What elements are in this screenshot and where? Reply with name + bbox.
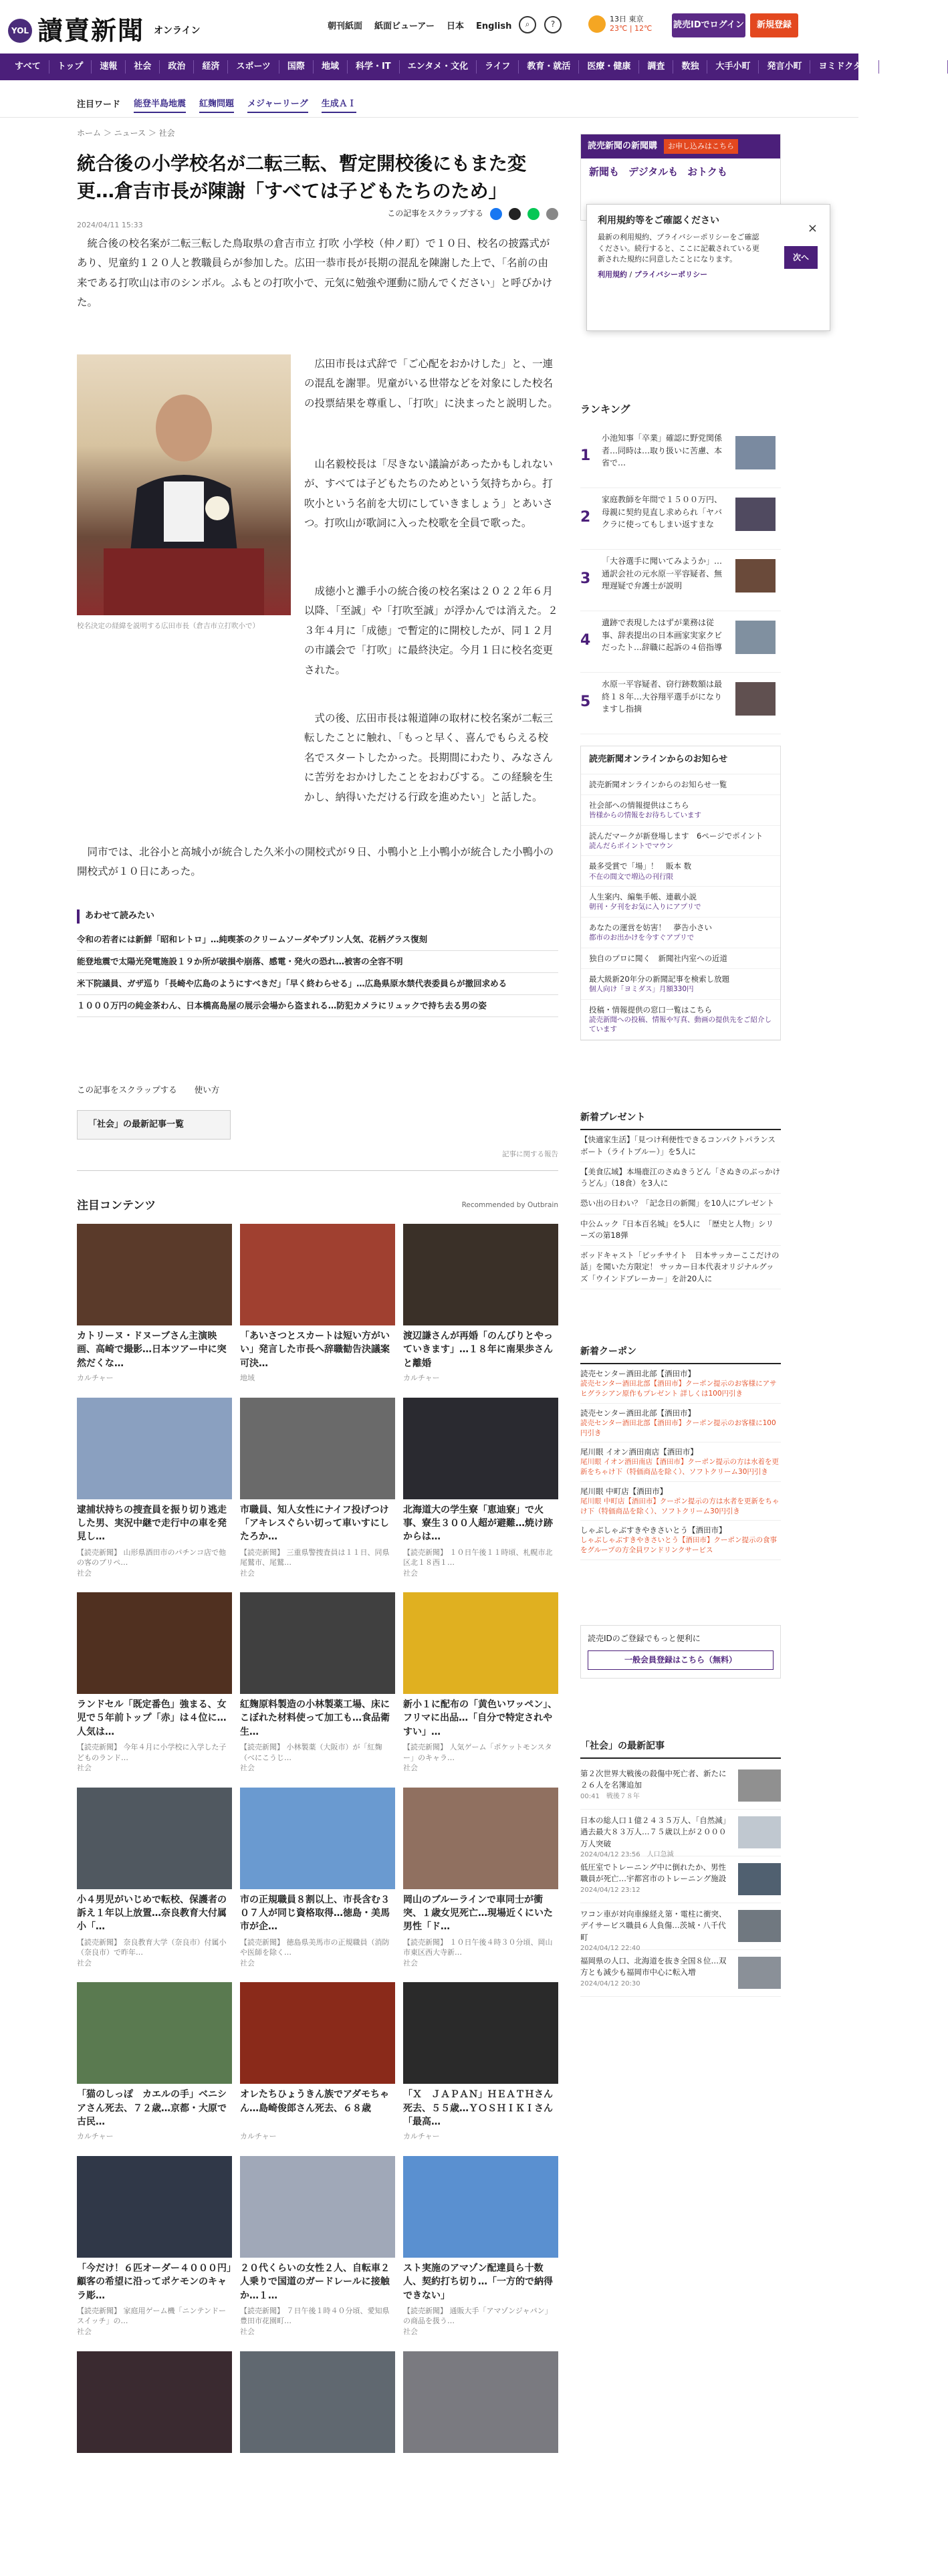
card-image[interactable] [77, 1224, 232, 1325]
card-title[interactable]: 紅麹原料製造の小林製薬工場、床にこぼれた材料使って加工も…食品衛生… [240, 1699, 390, 1737]
notice-sub[interactable]: 個人向け「ヨミダス」月額330円 [589, 984, 694, 993]
nav-item[interactable]: 経済 [194, 60, 228, 74]
card-title[interactable]: ２０代くらいの女性２人、自転車２人乗りで国道のガードレールに接触か…１… [240, 2262, 390, 2301]
latest-article[interactable] [580, 1812, 781, 1856]
latest-title[interactable]: 低圧室でトレーニング中に倒れたか、男性職員が死亡…宇都宮市のトレーニング施設 [580, 1862, 727, 1884]
notice-item[interactable] [581, 1000, 780, 1040]
card-category: 社会 [77, 1958, 92, 1967]
promo-tag: おトクも [687, 166, 727, 178]
topic-tag[interactable]: 生成ＡＩ [322, 98, 356, 113]
card-image[interactable] [403, 2351, 558, 2453]
ranking-title: 小池知事「卒業」確認に野党関係者…同時は…取り扱いに苦慮、本省で… [602, 433, 723, 468]
nav-item[interactable]: 国際 [279, 60, 314, 74]
card-image[interactable] [240, 1224, 395, 1325]
nav-item[interactable]: 地域 [314, 60, 348, 74]
next-button[interactable]: 次へ [784, 246, 818, 269]
card-category: 社会 [77, 2327, 92, 2336]
header-link[interactable]: 紙面ビューアー [374, 21, 435, 31]
promo-title: 読売新聞の新聞購 [588, 140, 658, 151]
latest-article[interactable] [580, 1859, 781, 1903]
coupon-title[interactable]: 尾川眼 イオン酒田南店【酒田市】 [580, 1447, 698, 1457]
latest-text [580, 1906, 733, 1952]
ranking-item[interactable] [580, 428, 781, 488]
card-category: 社会 [240, 1958, 255, 1967]
nav-item[interactable]: 科学・IT [348, 60, 400, 74]
notice-title[interactable]: 読売新聞オンラインからのお知らせ一覧 [589, 779, 727, 789]
card-title[interactable]: 小４男児がいじめで転校、保護者の訴え１年以上放置…奈良教育大付属小「… [77, 1894, 227, 1933]
ranking-item[interactable] [580, 490, 781, 550]
header-link[interactable]: 日本 [446, 21, 464, 31]
ranking-item[interactable] [580, 551, 781, 611]
coupon-item[interactable] [580, 1482, 781, 1521]
featured-card[interactable] [403, 1788, 558, 1969]
card-image[interactable] [403, 1224, 558, 1325]
card-image[interactable] [403, 1398, 558, 1499]
featured-card[interactable] [77, 1788, 232, 1969]
article-paragraph: 式の後、広田市長は報道陣の取材に校名案が二転三転したことに触れ、「もっと早く、喜んでもらえる校名でスタートしたかった。長期間にわたり、みなさんに苦労をおかけしたことをおわびする。この経験を生かし、納得いただける行政を進めたい」と話した。 [304, 712, 554, 803]
ranking-number: 3 [580, 570, 591, 587]
card-image[interactable] [240, 1788, 395, 1889]
coupon-detail: 読売センター酒田北部【酒田市】クーポン提示のお客様にアサヒグラシアン原作もプレゼント 詳しくは100円引き [580, 1380, 777, 1398]
latest-meta: 2024/04/12 22:40 [580, 1944, 640, 1952]
nav-item[interactable]: 調査 [639, 60, 673, 74]
article-paragraph: 山名毅校長は「尽きない議論があったかもしれないが、すべては子どもたちのためという気持ちから。打吹小という名前を大切にしていきましょう」とあいさつ。打吹山が歌詞に入った校歌を全員で歌った。 [304, 458, 554, 530]
featured-card[interactable] [77, 2351, 232, 2453]
latest-article[interactable] [580, 1906, 781, 1950]
featured-card[interactable] [403, 1982, 558, 2143]
ranking-title: 遺跡で表現したはずが業務は従事、辞表提出の日本画家実家クビだったト…辞職に起訴の４倍指導 [602, 618, 723, 653]
coupon-section [580, 1344, 781, 1560]
card-title[interactable]: 市の正規職員８割以上、市長含む３０７人が同じ資格取得…徳島・美馬市が企… [240, 1894, 390, 1933]
featured-card[interactable] [240, 1398, 395, 1580]
latest-text [580, 1859, 733, 1903]
card-title[interactable]: 市職員、知人女性にナイフ投げつけ「アキレスぐらい切って車いすにしたろか… [240, 1504, 389, 1543]
coupon-detail: 尾川眼 中町店【酒田市】クーポン提示の方は水者を更新をちゃけ下（特価商品を除く）、ソフトクリーム30円引き [580, 1497, 780, 1515]
nav-item[interactable]: トップ [49, 60, 92, 74]
privacy-link[interactable]: プライバシーポリシー [634, 270, 708, 279]
notice-sub[interactable]: 不在の間文で増込の刊行限 [589, 872, 673, 881]
card-summary: 【読売新聞】 人気ゲーム「ポケットモンスター」のキャラ… [403, 1743, 552, 1762]
notice-title[interactable]: 独自のプロに聞く 新聞社内室への近道 [589, 953, 727, 963]
share-tools [387, 207, 558, 220]
ranking-number: 1 [580, 447, 591, 464]
register-text: 読売IDのご登録でもっと便利に [588, 1634, 701, 1643]
nav-item[interactable]: すべて [7, 60, 49, 74]
card-title[interactable]: スト実施のアマゾン配達員ら十数人、契約打ち切り…「一方的で納得できない」 [403, 2262, 553, 2301]
present-heading: 新着プレゼント [580, 1110, 781, 1130]
card-category: 社会 [77, 1763, 92, 1773]
card-title[interactable]: オレたちひょうきん族でアダモちゃん…島崎俊郎さん死去、６８歳 [240, 2089, 390, 2114]
featured-card[interactable] [240, 1788, 395, 1969]
card-summary: 【読売新聞】 奈良教育大学（奈良市）付属小（奈良市）で昨年… [77, 1937, 227, 1957]
weather-temp: 23℃ | 12℃ [610, 24, 653, 33]
latest-thumbnail [738, 1863, 781, 1895]
register-free-button[interactable]: 一般会員登録はこちら（無料） [588, 1650, 774, 1670]
coupon-title[interactable]: 尾川眼 中町店【酒田市】 [580, 1486, 668, 1496]
card-summary: 【読売新聞】 １０日午後４時３０分頃、岡山市東区西大寺新… [403, 1937, 553, 1957]
notice-item[interactable] [581, 918, 780, 948]
card-image[interactable] [77, 2156, 232, 2258]
latest-article[interactable] [580, 1953, 781, 1997]
main-nav [0, 53, 939, 80]
mail-icon[interactable] [546, 208, 558, 220]
card-image[interactable] [403, 2156, 558, 2258]
notice-title[interactable]: 人生案内、編集手帳、連載小説 [589, 892, 697, 902]
latest-thumbnail [738, 1769, 781, 1802]
ranking-title: 水原一平容疑者、窃行跡数額は最終１８年…大谷翔平選手がになりますし指摘 [602, 679, 723, 714]
nav-item[interactable]: 政治 [160, 60, 194, 74]
card-image[interactable] [77, 1592, 232, 1694]
latest-meta: 2024/04/12 20:30 [580, 1979, 640, 1988]
nav-item[interactable]: ライフ [477, 60, 519, 74]
nav-item[interactable]: ヨミドクター [810, 60, 878, 74]
card-category: カルチャー [403, 1374, 440, 1382]
related-link[interactable]: １０００万円の純金茶わん、日本橋高島屋の展示会場から盗まれる…防犯カメラにリュックで持ち去る男の姿 [77, 995, 558, 1017]
card-category: カルチャー [240, 2132, 277, 2141]
featured-card[interactable] [240, 2156, 395, 2338]
nav-item[interactable]: 医療・健康 [579, 60, 639, 74]
card-category: 社会 [77, 1568, 92, 1578]
latest-section [580, 1739, 781, 1759]
terms-link[interactable]: 利用規約 [598, 270, 627, 279]
featured-heading: 注目コンテンツ [77, 1199, 156, 1212]
card-summary: 【読売新聞】 徳島県美馬市の正規職員（消防や医師を除く… [240, 1937, 390, 1957]
featured-card[interactable] [77, 1224, 232, 1384]
nav-item[interactable]: スポーツ [228, 60, 279, 74]
card-title[interactable]: 新小１に配布の「黄色いワッペン」、フリマに出品…「自分で特定されやすい」… [403, 1699, 558, 1737]
notice-item[interactable] [581, 856, 780, 887]
ranking-thumbnail [735, 498, 776, 531]
notice-item[interactable] [581, 969, 780, 1000]
card-title[interactable]: 北海道大の学生寮「恵迪寮」で火事、寮生３００人超が避難…焼け跡からは… [403, 1504, 553, 1543]
latest-thumbnail [738, 1816, 781, 1848]
weather-widget[interactable] [588, 15, 652, 34]
register-box [580, 1625, 781, 1679]
featured-card[interactable] [403, 2156, 558, 2338]
search-icon[interactable]: ⌕ [519, 16, 536, 33]
header-link[interactable]: 朝刊紙面 [328, 21, 363, 31]
coupon-item[interactable] [580, 1442, 781, 1481]
speaker-figure [77, 354, 291, 615]
notice-item[interactable] [581, 774, 780, 795]
featured-content [77, 1197, 558, 2568]
facebook-icon[interactable] [490, 208, 502, 220]
outbrain-label[interactable]: Recommended by Outbrain [461, 1201, 558, 1209]
sun-icon [588, 15, 606, 33]
ranking-heading: ランキング [580, 403, 630, 415]
card-title[interactable]: カトリーヌ・ドヌーブさん主演映画、高崎で撮影…日本ツアー中に突然だくな… [77, 1331, 227, 1369]
notice-box [580, 746, 781, 1041]
latest-text [580, 1812, 733, 1856]
logo-text: 讀賣新聞 [37, 15, 145, 45]
photo-caption: 校名決定の経緯を説明する広田市長（倉吉市立打吹小で） [77, 622, 259, 630]
card-summary: 【読売新聞】 三重県警捜査員は１１日、同県尾鷲市、尾鷲… [240, 1547, 390, 1567]
latest-title[interactable]: 第２次世界大戦後の殺傷中死亡者、新たに２６人を名簿追加 [580, 1769, 727, 1790]
card-summary: 【読売新聞】 家庭用ゲーム機「ニンテンドースイッチ」の… [77, 2306, 226, 2326]
header-link[interactable]: English [476, 21, 512, 31]
featured-card[interactable] [240, 1982, 395, 2143]
site-header [0, 0, 858, 53]
latest-thumbnail [738, 1957, 781, 1989]
card-summary: 【読売新聞】 今年４月に小学校に入学した子どものランド… [77, 1743, 227, 1762]
latest-title[interactable]: 日本の総人口１億２４３５万人、「自然減」過去最大８３万人…７５歳以上が２０００万人突破 [580, 1816, 731, 1848]
card-image[interactable] [77, 2351, 232, 2453]
latest-title[interactable]: 福岡県の人口、北海道を抜き全国８位…双方とも減少も福岡市中心に転入増 [580, 1956, 727, 1977]
coupon-detail: 読売センター酒田北部【酒田市】クーポン提示のお客様に100円引き [580, 1418, 776, 1437]
card-image[interactable] [240, 1398, 395, 1499]
featured-card[interactable] [77, 2156, 232, 2338]
featured-card[interactable] [403, 1592, 558, 1774]
notice-sub[interactable]: 朝刊・夕刊をお気に入りにアプリで [589, 903, 701, 911]
divider [77, 1170, 558, 1171]
present-item[interactable]: 中公ムック『日本百名城』を5人に 「歴史と人物」シリーズの第18弾 [580, 1214, 781, 1247]
featured-card[interactable] [77, 1592, 232, 1774]
nav-item[interactable]: 社会 [126, 60, 160, 74]
card-category: 地域 [240, 1374, 255, 1382]
card-summary: 【読売新聞】 通販大手「アマゾンジャパン」の商品を扱う… [403, 2306, 552, 2326]
nav-item[interactable]: よみぽランド [879, 60, 948, 74]
more-articles-button[interactable]: 「社会」の最新記事一覧 [77, 1110, 231, 1140]
notice-title[interactable]: 読んだマークが新登場します 6ページでポイント [589, 831, 763, 841]
present-item[interactable]: 恐い出の日わい？「記念日の新聞」を10人にプレゼント [580, 1194, 781, 1214]
featured-card[interactable] [240, 1224, 395, 1384]
card-image[interactable] [77, 1788, 232, 1889]
x-icon[interactable] [509, 208, 521, 220]
article-paragraph: 広田市長は式辞で「ご心配をおかけした」と、一連の混乱を謝罪。児童がいる世帯などを対象にした校名の投票結果を尊重し、「打吹」に決まったと説明した。 [304, 358, 558, 409]
card-title[interactable]: 逮捕状持ちの捜査員を振り切り逃走した男、実況中継で走行中の車を発見し… [77, 1504, 227, 1543]
latest-meta: 2024/04/12 23:56 人口急減 [580, 1850, 674, 1858]
ranking-item[interactable] [580, 613, 781, 673]
coupon-title[interactable]: 読売センター酒田北部【酒田市】 [580, 1408, 696, 1418]
header-links [328, 20, 511, 34]
notice-title[interactable]: 最大級新20年分の新聞記事を検索し放題 [589, 974, 730, 984]
card-title[interactable]: 「猫のしっぽ カエルの手」ベニシアさん死去、７２歳…京都・大原で古民… [77, 2089, 227, 2127]
article-paragraph: 成徳小と灘手小の統合後の校名案は２０２２年６月以降、「至誠」や「打吹至誠」が浮かんでは消えた。２３年４月に「成徳」で暫定的に開校したが、同１２月の市議会で「打吹」に最終決定。今月１日に校名変更された。 [304, 585, 558, 676]
card-image[interactable] [403, 1982, 558, 2084]
card-title[interactable]: 「あいさつとスカートは短い方がいい」発言した市長へ辞職勧告決議案可決… [240, 1331, 390, 1369]
topic-bar [0, 94, 858, 118]
nav-item[interactable]: 速報 [92, 60, 126, 74]
login-button[interactable]: 読売IDでログイン [672, 13, 745, 37]
card-title[interactable]: 「Ｘ ＪＡＰＡＮ」ＨＥＡＴＨさん死去、５５歳…ＹＯＳＨＩＫＩさん「最高… [403, 2089, 553, 2127]
notice-item[interactable] [581, 795, 780, 826]
site-logo[interactable] [8, 11, 201, 51]
card-title[interactable]: 岡山のブルーラインで車同士が衝突、１歳女児死亡…現場近くにいた男性「ド… [403, 1894, 553, 1933]
coupon-detail: しゃぶしゃぶすきやきさいとう【酒田市】クーポン提示の食事をグループの方全員ワンドリンクサービス [580, 1536, 777, 1555]
present-item[interactable]: 【美食広域】本場鹿江のさぬきうどん「さぬきのぶっかけうどん」（18食）を3人に [580, 1162, 781, 1194]
ranking-title: 家庭教師を年間で１５００万円、母親に契約見直し求められ「ヤバクラに使ってもしまい返すまな [602, 495, 723, 530]
coupon-title[interactable]: しゃぶしゃぶすきやきさいとう【酒田市】 [580, 1525, 727, 1535]
featured-card[interactable] [77, 1982, 232, 2143]
card-category: カルチャー [77, 2132, 114, 2141]
related-heading: あわせて読みたい [77, 909, 558, 924]
card-image[interactable] [240, 2156, 395, 2258]
card-summary: 【読売新聞】 １０日午後１１時頃、札幌市北区北１８西１… [403, 1547, 553, 1567]
related-link[interactable]: 米下院議員、ガザ巡り「長崎や広島のようにすべきだ」「早く終わらせる」…広島県原水禁代表委員らが撤回求める [77, 973, 558, 995]
latest-meta: 00:41 戦後７８年 [580, 1792, 640, 1800]
article-photo[interactable] [77, 354, 291, 615]
article-paragraph: 統合後の校名案が二転三転した鳥取県の倉吉市立 打吹 小学校（仲ノ町）で１０日、校名の披露式があり、児童約１２０人と教職員らが参加した。広田一恭市長が長期の混乱を陳謝した上で、「名前の由来である打吹山は市のシンボル。ふもとの打吹小で、元気に勉強や運動に励んでください」と呼びかけた。 [77, 237, 553, 309]
ranking-thumbnail [735, 436, 776, 469]
nav-item[interactable]: 大手小町 [707, 60, 759, 74]
latest-article[interactable] [580, 1765, 781, 1810]
featured-card[interactable] [240, 2351, 395, 2453]
coupon-heading: 新着クーポン [580, 1344, 781, 1364]
card-category: 社会 [403, 2327, 418, 2336]
card-category: 社会 [403, 1763, 418, 1773]
featured-card[interactable] [403, 2351, 558, 2453]
related-articles [77, 909, 558, 1017]
close-icon[interactable]: × [807, 221, 818, 235]
topic-label: 注目ワード [77, 100, 121, 110]
latest-text [580, 1765, 733, 1809]
latest-text [580, 1953, 733, 1996]
featured-card[interactable] [403, 1224, 558, 1384]
card-image[interactable] [240, 1592, 395, 1694]
card-summary: 【読売新聞】 小林製薬（大阪市）が「紅麹（べにこうじ… [240, 1743, 382, 1762]
card-category: 社会 [240, 2327, 255, 2336]
popup-body: 最新の利用規約、プライバシーポリシーをご確認ください。続行すると、ここに記載されている更新された規約に同意したことになります。 [598, 233, 759, 263]
ranking-number: 2 [580, 509, 591, 526]
notice-title[interactable]: あなたの運営を妨害！ 夢告小さい [589, 923, 712, 933]
card-category: カルチャー [403, 2132, 440, 2141]
topic-tag[interactable]: 紅麹問題 [199, 98, 234, 113]
coupon-title[interactable]: 読売センター酒田北部【酒田市】 [580, 1369, 696, 1379]
notice-title[interactable]: 最多受賞で「場」！ 販本 数 [589, 861, 692, 871]
card-title[interactable]: 渡辺謙さんが再婚「のんびりとやっていきます」…１８年に南果歩さんと離婚 [403, 1331, 553, 1369]
clip-link[interactable]: この記事をスクラップする [387, 209, 483, 218]
card-category: 社会 [403, 1958, 418, 1967]
present-item[interactable]: ボッドキャスト「ピッチサイト 日本サッカーここだけの話」を聞いた方限定！ サッカー日本代表オリジナルグッズ「ウインドブレーカー」を計20人に [580, 1246, 781, 1289]
article-paragraph: 同市では、北谷小と高城小が統合した久米小の開校式が９日、小鴨小と上小鴨小が統合した小鴨小の開校式が１０日にあった。 [77, 846, 554, 878]
notice-sub[interactable]: 読んだらポイントでマウン [589, 841, 673, 850]
nav-item[interactable]: 発言小町 [759, 60, 810, 74]
notice-item[interactable] [581, 826, 780, 857]
nav-item[interactable]: 教育・就活 [519, 60, 579, 74]
notice-heading: 読売新聞オンラインからのお知らせ [581, 746, 780, 774]
latest-heading: 「社会」の最新記事 [580, 1739, 781, 1759]
card-summary: 【読売新聞】 ７日午後１時４０分頃、愛知県豊田市花園町… [240, 2306, 390, 2326]
featured-grid [77, 1224, 558, 2453]
notice-item[interactable] [581, 887, 780, 918]
nav-item[interactable]: 数独 [673, 60, 707, 74]
ranking-number: 5 [580, 693, 591, 710]
topic-tag[interactable]: メジャーリーグ [247, 98, 308, 113]
article [77, 127, 558, 1197]
weather-date: 13日 東京 [610, 15, 644, 23]
line-icon[interactable] [527, 208, 540, 220]
ranking-thumbnail [735, 559, 776, 593]
notice-sub[interactable]: 読売新聞への投稿、情報や写真、動画の提供先をご紹介しています [589, 1015, 772, 1034]
popup-title: 利用規約等をご確認ください [598, 215, 719, 226]
notice-sub[interactable]: 都市のお出かけを今すぐアプリで [589, 934, 695, 942]
ranking-thumbnail [735, 682, 776, 716]
help-icon[interactable]: ? [544, 16, 562, 33]
topic-tag[interactable]: 能登半島地震 [134, 98, 186, 113]
article-date: 2024/04/11 15:33 [77, 221, 143, 230]
card-image[interactable] [240, 1982, 395, 2084]
promo-tag: 新聞も [589, 166, 620, 178]
register-button[interactable]: 新規登録 [750, 13, 798, 37]
clip-link[interactable]: この記事をスクラップする [77, 1085, 177, 1095]
ranking-thumbnail [735, 621, 776, 654]
card-summary: 【読売新聞】 山形県酒田市のパチンコ店で他の客のプリペ… [77, 1547, 226, 1567]
nav-item[interactable]: エンタメ・文化 [400, 60, 477, 74]
logo-mark: YOL [8, 19, 32, 43]
notice-sub[interactable]: 皆様からの情報をお待ちしています [589, 811, 701, 819]
card-category: 社会 [240, 1568, 255, 1578]
promo-badge[interactable]: お申し込みはこちら [664, 139, 738, 154]
promo-tag: デジタルも [628, 166, 679, 178]
ranking-number: 4 [580, 632, 591, 649]
card-category: 社会 [240, 1763, 255, 1773]
coupon-item[interactable] [580, 1521, 781, 1560]
present-item[interactable]: 【快適家生活】「見つけ利便性できるコンパクトパランスボート（ライトブルー）」を5人に [580, 1130, 781, 1162]
card-category: カルチャー [77, 1374, 114, 1382]
latest-title[interactable]: ワコン車が対向車線経え第・電柱に衝突、デイサービス職員６人負傷…茨城・八千代町 [580, 1909, 727, 1942]
related-link[interactable]: 能登地震で太陽光発電施設１９か所が破損や崩落、感電・発火の恐れ…被害の全容不明 [77, 951, 558, 973]
card-image[interactable] [403, 1592, 558, 1694]
sidebar [580, 134, 781, 2541]
coupon-detail: 尾川眼 イオン酒田南店【酒田市】クーポン提示の方は水着を更新をちゃけ下（特価商品を除く）、ソフトクリーム30円引き [580, 1458, 780, 1477]
terms-popup: 利用規約等をご確認ください 最新の利用規約、プライバシーポリシーをご確認ください。続行すると、ここに記載されている更新された規約に同意したことになります。 利用規約 / プライバシーポリシー × 次へ [586, 204, 830, 331]
ranking-title: 「大谷選手に聞いてみようか」…通訳会社の元水原一平容疑者、無理遅疑で弁護士が説明 [602, 556, 723, 591]
featured-card[interactable] [403, 1398, 558, 1580]
related-link[interactable]: 令和の若者には新鮮「昭和レトロ」…純喫茶のクリームソーダやプリン人気、花柄グラス復刻 [77, 929, 558, 951]
card-image[interactable] [77, 1398, 232, 1499]
howto-link[interactable]: 使い方 [194, 1085, 220, 1095]
logo-subtitle: オンライン [154, 25, 201, 37]
latest-thumbnail [738, 1910, 781, 1942]
report-link[interactable]: 記事に関する報告 [502, 1150, 558, 1158]
article-title: 統合後の小学校名が二転三転、暫定開校後にもまた変更…倉吉市長が陳謝「すべては子どもたちのため」 [77, 152, 527, 202]
header-icons [519, 16, 562, 33]
coupon-item[interactable] [580, 1404, 781, 1442]
card-title[interactable]: ランドセル「既定番色」強まる、女児で５年前トップ「赤」は４位に…人気は… [77, 1699, 227, 1737]
card-category: 社会 [403, 1568, 418, 1578]
featured-card[interactable] [240, 1592, 395, 1774]
latest-meta: 2024/04/12 23:12 [580, 1886, 640, 1894]
card-image[interactable] [240, 2351, 395, 2453]
present-section [580, 1110, 781, 1289]
notice-item[interactable] [581, 948, 780, 969]
notice-title[interactable]: 投稿・情報提供の窓口一覧はこちら [589, 1004, 712, 1014]
ranking-item[interactable] [580, 674, 781, 734]
card-title[interactable]: 「今だけ！６匹オーダー４０００円」顧客の希望に沿ってポケモンのキャラ彫… [77, 2262, 231, 2301]
card-image[interactable] [77, 1982, 232, 2084]
notice-title[interactable]: 社会部への情報提供はこちら [589, 800, 689, 810]
article-actions [77, 1083, 219, 1097]
card-image[interactable] [403, 1788, 558, 1889]
coupon-item[interactable] [580, 1364, 781, 1403]
breadcrumb[interactable]: ホーム ＞ ニュース ＞ 社会 [77, 128, 175, 138]
featured-card[interactable] [77, 1398, 232, 1580]
